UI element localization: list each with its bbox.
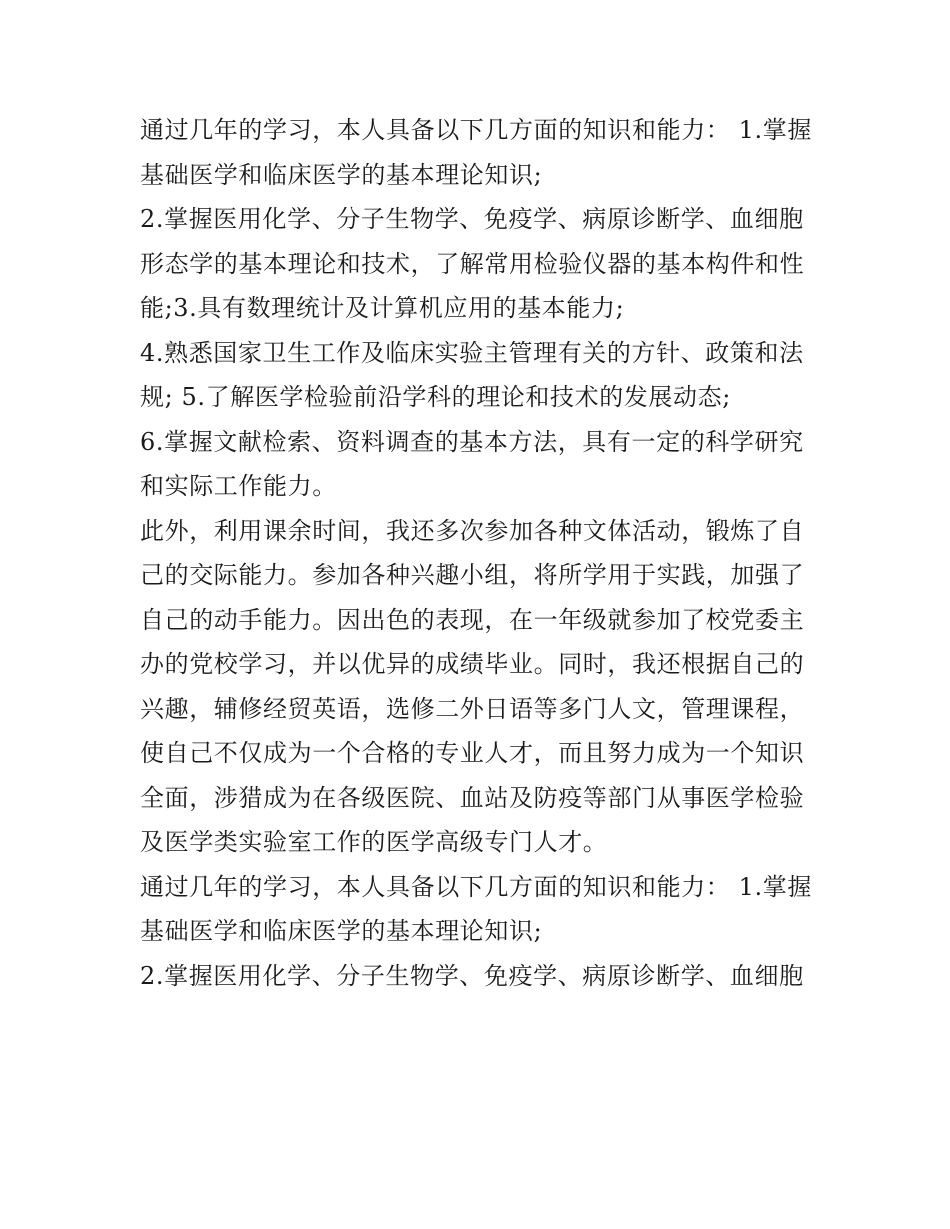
paragraph: 2.掌握医用化学、分子生物学、免疫学、病原诊断学、血细胞	[140, 961, 804, 990]
document-body	[140, 108, 820, 998]
paragraph: 4.熟悉国家卫生工作及临床实验主管理有关的方针、政策和法规; 5.了解医学检验前沿学科的理论和技术的发展动态;	[140, 338, 804, 411]
paragraph: 此外，利用课余时间，我还多次参加各种文体活动，锻炼了自己的交际能力。参加各种兴趣小组，将所学用于实践，加强了自己的动手能力。因出色的表现，在一年级就参加了校党委主办的党校学习，并以优异的成绩毕业。同时，我还根据自己的兴趣，辅修经贸英语，选修二外日语等多门人文，管理课程，使自己不仅成为一个合格的专业人才，而且努力成为一个知识全面，涉猎成为在各级医院、血站及防疫等部门从事医学检验及医学类实验室工作的医学高级专门人才。	[140, 516, 805, 856]
paragraph: 通过几年的学习，本人具备以下几方面的知识和能力： 1.掌握基础医学和临床医学的基本理论知识;	[140, 116, 812, 189]
paragraph: 2.掌握医用化学、分子生物学、免疫学、病原诊断学、血细胞形态学的基本理论和技术，了解常用检验仪器的基本构件和性能;3.具有数理统计及计算机应用的基本能力;	[140, 205, 805, 322]
paragraph: 6.掌握文献检索、资料调查的基本方法，具有一定的科学研究和实际工作能力。	[140, 427, 804, 500]
paragraph: 通过几年的学习，本人具备以下几方面的知识和能力： 1.掌握基础医学和临床医学的基本理论知识;	[140, 872, 812, 945]
